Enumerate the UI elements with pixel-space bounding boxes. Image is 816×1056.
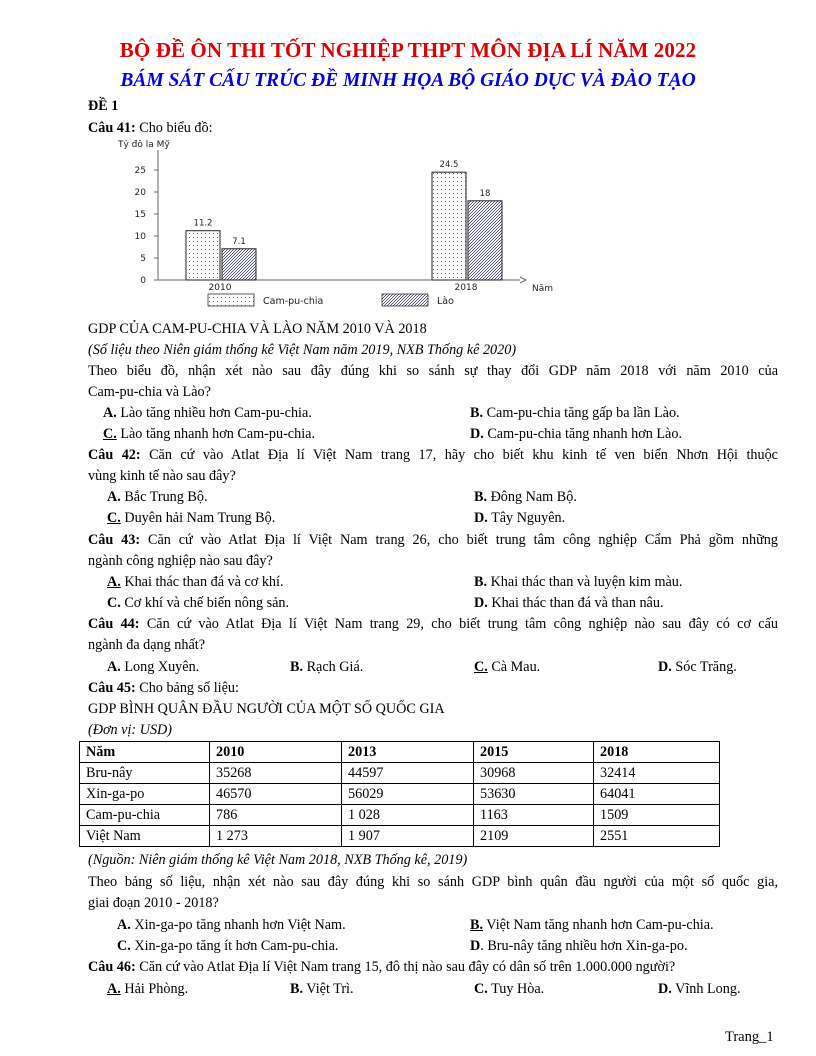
- table-cell: 1 907: [342, 826, 474, 847]
- table-cell: 786: [210, 805, 342, 826]
- table-row: [80, 805, 720, 826]
- table-row: [80, 784, 720, 805]
- table-row: [80, 763, 720, 784]
- table-header-row: [80, 742, 720, 763]
- table-cell: 46570: [210, 784, 342, 805]
- question-45: Câu 45: Cho bảng số liệu:: [88, 680, 239, 696]
- q46-option-d[interactable]: D. Vĩnh Long.: [658, 981, 741, 997]
- q45-option-d[interactable]: D. Bru-nây tăng nhiều hơn Xin-ga-po.: [470, 938, 688, 954]
- table-cell: 2109: [474, 826, 594, 847]
- table-cell: 1509: [594, 805, 720, 826]
- y-tick-label: 20: [134, 188, 146, 198]
- bar-cam-pu-chia-2010: [186, 231, 220, 280]
- gdp-bar-chart: [88, 136, 568, 311]
- q41-option-c[interactable]: C. Lào tăng nhanh hơn Cam-pu-chia.: [103, 426, 315, 442]
- q44-option-a[interactable]: A. Long Xuyên.: [107, 659, 200, 675]
- table-header-cell: 2015: [474, 742, 594, 763]
- question-45-line1: Theo bảng số liệu, nhận xét nào sau đây đúng khi so sánh GDP bình quân đầu người của một số quốc gia,: [88, 874, 778, 890]
- x-tick-label: 2018: [454, 283, 478, 293]
- table-row: [80, 826, 720, 847]
- q42-option-d[interactable]: D. Tây Nguyên.: [474, 510, 566, 526]
- table-header-cell: Năm: [80, 742, 210, 763]
- table-cell: 44597: [342, 763, 474, 784]
- table-cell: 1 273: [210, 826, 342, 847]
- table-cell: 1 028: [342, 805, 474, 826]
- q42-option-b[interactable]: B. Đông Nam Bộ.: [474, 489, 577, 505]
- q41-option-b[interactable]: B. Cam-pu-chia tăng gấp ba lần Lào.: [470, 405, 680, 421]
- y-tick-label: 15: [134, 210, 146, 220]
- question-label: Câu 41:: [88, 120, 136, 136]
- q45-option-a[interactable]: A. Xin-ga-po tăng nhanh hơn Việt Nam.: [117, 917, 346, 933]
- question-41-line2: Cam-pu-chia và Lào?: [88, 384, 211, 400]
- chart-source: (Số liệu theo Niên giám thống kê Việt Nam năm 2019, NXB Thống kê 2020): [88, 342, 517, 358]
- q46-option-a[interactable]: A. Hải Phòng.: [107, 981, 189, 997]
- table-cell: 32414: [594, 763, 720, 784]
- question-43-line2: ngành công nghiệp nào sau đây?: [88, 553, 273, 569]
- table-cell: 53630: [474, 784, 594, 805]
- q43-option-a[interactable]: A. Khai thác than đá và cơ khí.: [107, 574, 284, 590]
- bar-value-label: 7.1: [232, 236, 246, 247]
- table-cell: 30968: [474, 763, 594, 784]
- bar-value-label: 18: [479, 188, 491, 199]
- q46-option-c[interactable]: C. Tuy Hòa.: [474, 981, 545, 997]
- q44-option-c[interactable]: C. Cà Mau.: [474, 659, 541, 675]
- table-header-cell: 2013: [342, 742, 474, 763]
- q44-option-d[interactable]: D. Sóc Trăng.: [658, 659, 737, 675]
- q44-option-b[interactable]: B. Rạch Giá.: [290, 659, 364, 675]
- bar-value-label: 24.5: [439, 160, 459, 171]
- table-title: GDP BÌNH QUÂN ĐẦU NGƯỜI CỦA MỘT SỐ QUỐC GIA: [88, 701, 445, 717]
- y-tick-label: 0: [140, 276, 146, 286]
- table-cell: 1163: [474, 805, 594, 826]
- question-46: Câu 46: Căn cứ vào Atlat Địa lí Việt Nam trang 15, đô thị nào sau đây có dân số trên 1.000.000 người?: [88, 959, 676, 975]
- legend-swatch: [382, 294, 428, 306]
- q43-option-b[interactable]: B. Khai thác than và luyện kim màu.: [474, 574, 683, 590]
- q43-option-c[interactable]: C. Cơ khí và chế biến nông sản.: [107, 595, 290, 611]
- q41-option-d[interactable]: D. Cam-pu-chia tăng nhanh hơn Lào.: [470, 426, 682, 442]
- x-tick-label: 2010: [208, 283, 232, 293]
- table-header-cell: 2010: [210, 742, 342, 763]
- q42-option-a[interactable]: A. Bắc Trung Bộ.: [107, 489, 208, 505]
- y-tick-label: 25: [134, 166, 146, 176]
- y-axis-label: Tỷ đô la Mỹ: [118, 140, 170, 150]
- exam-label: ĐỀ 1: [88, 98, 119, 114]
- table-cell: Cam-pu-chia: [80, 805, 210, 826]
- table-unit: (Đơn vị: USD): [88, 722, 173, 738]
- q46-option-b[interactable]: B. Việt Trì.: [290, 981, 354, 997]
- document-subtitle: BÁM SÁT CẤU TRÚC ĐỀ MINH HỌA BỘ GIÁO DỤC VÀ ĐÀO TẠO: [120, 70, 696, 91]
- table-source: (Nguồn: Niên giám thống kê Việt Nam 2018, NXB Thống kê, 2019): [88, 852, 468, 868]
- question-45-line2: giai đoạn 2010 - 2018?: [88, 895, 219, 911]
- table-cell: 35268: [210, 763, 342, 784]
- bar-lao-2010: [222, 249, 256, 280]
- document-title: BỘ ĐỀ ÔN THI TỐT NGHIỆP THPT MÔN ĐỊA LÍ NĂM 2022: [119, 38, 697, 62]
- question-42-line2: vùng kinh tế nào sau đây?: [88, 468, 236, 484]
- bar-value-label: 11.2: [193, 218, 213, 229]
- question-44-line2: ngành đa dạng nhất?: [88, 637, 206, 653]
- legend-swatch: [208, 294, 254, 306]
- y-tick-label: 5: [140, 254, 146, 264]
- q41-option-a[interactable]: A. Lào tăng nhiều hơn Cam-pu-chia.: [103, 405, 312, 421]
- q45-option-c[interactable]: C. Xin-ga-po tăng ít hơn Cam-pu-chia.: [117, 938, 339, 954]
- q43-option-d[interactable]: D. Khai thác than đá và than nâu.: [474, 595, 664, 611]
- table-cell: Bru-nây: [80, 763, 210, 784]
- question-43-line1: Câu 43: Căn cứ vào Atlat Địa lí Việt Nam trang 26, cho biết trung tâm công nghiệp Cẩm Phả gồm những: [88, 532, 778, 548]
- question-42-line1: Câu 42: Căn cứ vào Atlat Địa lí Việt Nam trang 17, hãy cho biết khu kinh tế ven biển Nhơn Hội thuộc: [88, 447, 778, 463]
- bar-cam-pu-chia-2018: [432, 172, 466, 280]
- table-cell: 64041: [594, 784, 720, 805]
- table-header-cell: 2018: [594, 742, 720, 763]
- gdp-per-capita-table: [79, 741, 720, 847]
- y-tick-label: 10: [134, 232, 146, 242]
- x-axis-label: Năm: [532, 284, 554, 294]
- legend-label: Lào: [437, 296, 454, 307]
- x-axis-arrow: [520, 277, 526, 283]
- chart-caption: GDP CỦA CAM-PU-CHIA VÀ LÀO NĂM 2010 VÀ 2018: [88, 321, 427, 337]
- chart-svg: [88, 136, 568, 311]
- table-cell: 2551: [594, 826, 720, 847]
- table-cell: Việt Nam: [80, 826, 210, 847]
- page-number: Trang_1: [725, 1029, 774, 1045]
- table-cell: 56029: [342, 784, 474, 805]
- legend-label: Cam-pu-chia: [263, 296, 324, 307]
- bar-lao-2018: [468, 201, 502, 280]
- question-text: Cho biểu đồ:: [135, 120, 213, 136]
- question-44-line1: Câu 44: Căn cứ vào Atlat Địa lí Việt Nam trang 29, cho biết trung tâm công nghiệp nào sau đây có cơ cấu: [88, 616, 778, 632]
- table-cell: Xin-ga-po: [80, 784, 210, 805]
- question-41: [88, 119, 213, 137]
- q42-option-c[interactable]: C. Duyên hải Nam Trung Bộ.: [107, 510, 276, 526]
- question-41-line1: Theo biểu đồ, nhận xét nào sau đây đúng khi so sánh sự thay đổi GDP năm 2018 với năm 2010 của: [88, 363, 778, 379]
- q45-option-b[interactable]: B. Việt Nam tăng nhanh hơn Cam-pu-chia.: [470, 917, 714, 933]
